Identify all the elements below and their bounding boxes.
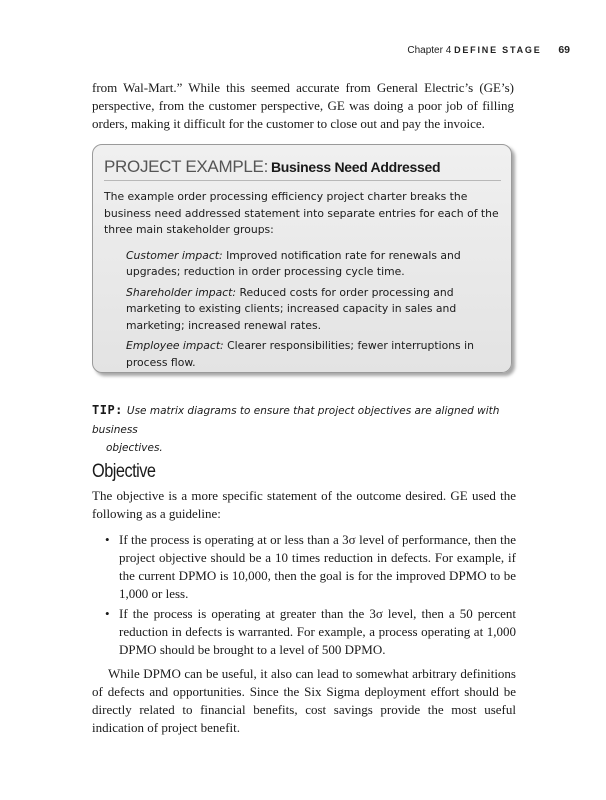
list-item-text: If the process is operating at greater than the 3σ level, then a 50 percent reduction in defects is warranted. For example, a process operating at 1,000 DPMO should be brought to a level of 500 DPMO. (119, 606, 516, 657)
impact-list (126, 248, 501, 372)
list-item-text: If the process is operating at or less than a 3σ level of performance, then the project objective should be a 10 times reduction in defects. For example, if the current DPMO is 10,000, then the goal is for the improved DPMO to be 1,000 or less. (119, 532, 516, 601)
example-box-subtitle: Business Need Addressed (271, 159, 441, 175)
example-box-intro: The example order processing efficiency project charter breaks the business need addressed statement into separate entries for each of the three main stakeholder groups: (104, 190, 499, 236)
example-box-header (104, 157, 501, 181)
impact-text: Improved notification rate for renewals and upgrades; reduction in order processing cycle time. (126, 248, 461, 278)
tip-label: TIP: (92, 403, 123, 417)
list-item (92, 531, 516, 603)
intro-paragraph: from Wal-Mart.” While this seemed accurate from General Electric’s (GE’s) perspective, from the customer perspective, GE was doing a poor job of filling orders, making it difficult for the customer to close out and pay the invoice. (92, 80, 514, 131)
example-box-label: PROJECT EXAMPLE: (104, 157, 268, 176)
closing-paragraph: While DPMO can be useful, it also can lead to somewhat arbitrary definitions of defects and opportunities. Since the Six Sigma deployment effort should be directly related to financial benefits, cost savings provide the most useful indication of project benefit. (92, 666, 516, 735)
impact-label: Customer impact: (126, 248, 223, 262)
shareholder-impact (126, 285, 501, 335)
impact-label: Employee impact: (126, 339, 224, 352)
stage-label: DEFINE STAGE (454, 45, 542, 55)
employee-impact (126, 338, 501, 371)
impact-label: Shareholder impact: (126, 285, 237, 299)
bullet-icon: • (105, 606, 110, 621)
bullet-icon: • (105, 532, 110, 547)
objective-paragraph: The objective is a more specific statement of the outcome desired. GE used the following as a guideline: (92, 488, 516, 521)
tip-text-continued: objectives. (106, 442, 163, 454)
guideline-list (92, 531, 516, 661)
list-item (92, 605, 516, 659)
running-header (407, 44, 570, 56)
impact-text: Reduced costs for order processing and marketing to existing clients; increased capacity in sales and marketing; increased renewal rates. (126, 285, 457, 332)
impact-text: Clearer responsibilities; fewer interruptions in process flow. (126, 339, 474, 369)
page-number: 69 (558, 44, 570, 56)
tip-callout (92, 401, 512, 457)
tip-text: Use matrix diagrams to ensure that project objectives are aligned with business (92, 405, 500, 436)
project-example-box (92, 144, 512, 373)
customer-impact (126, 248, 501, 281)
chapter-label: Chapter 4 (407, 45, 452, 56)
section-heading: Objective (92, 461, 156, 482)
